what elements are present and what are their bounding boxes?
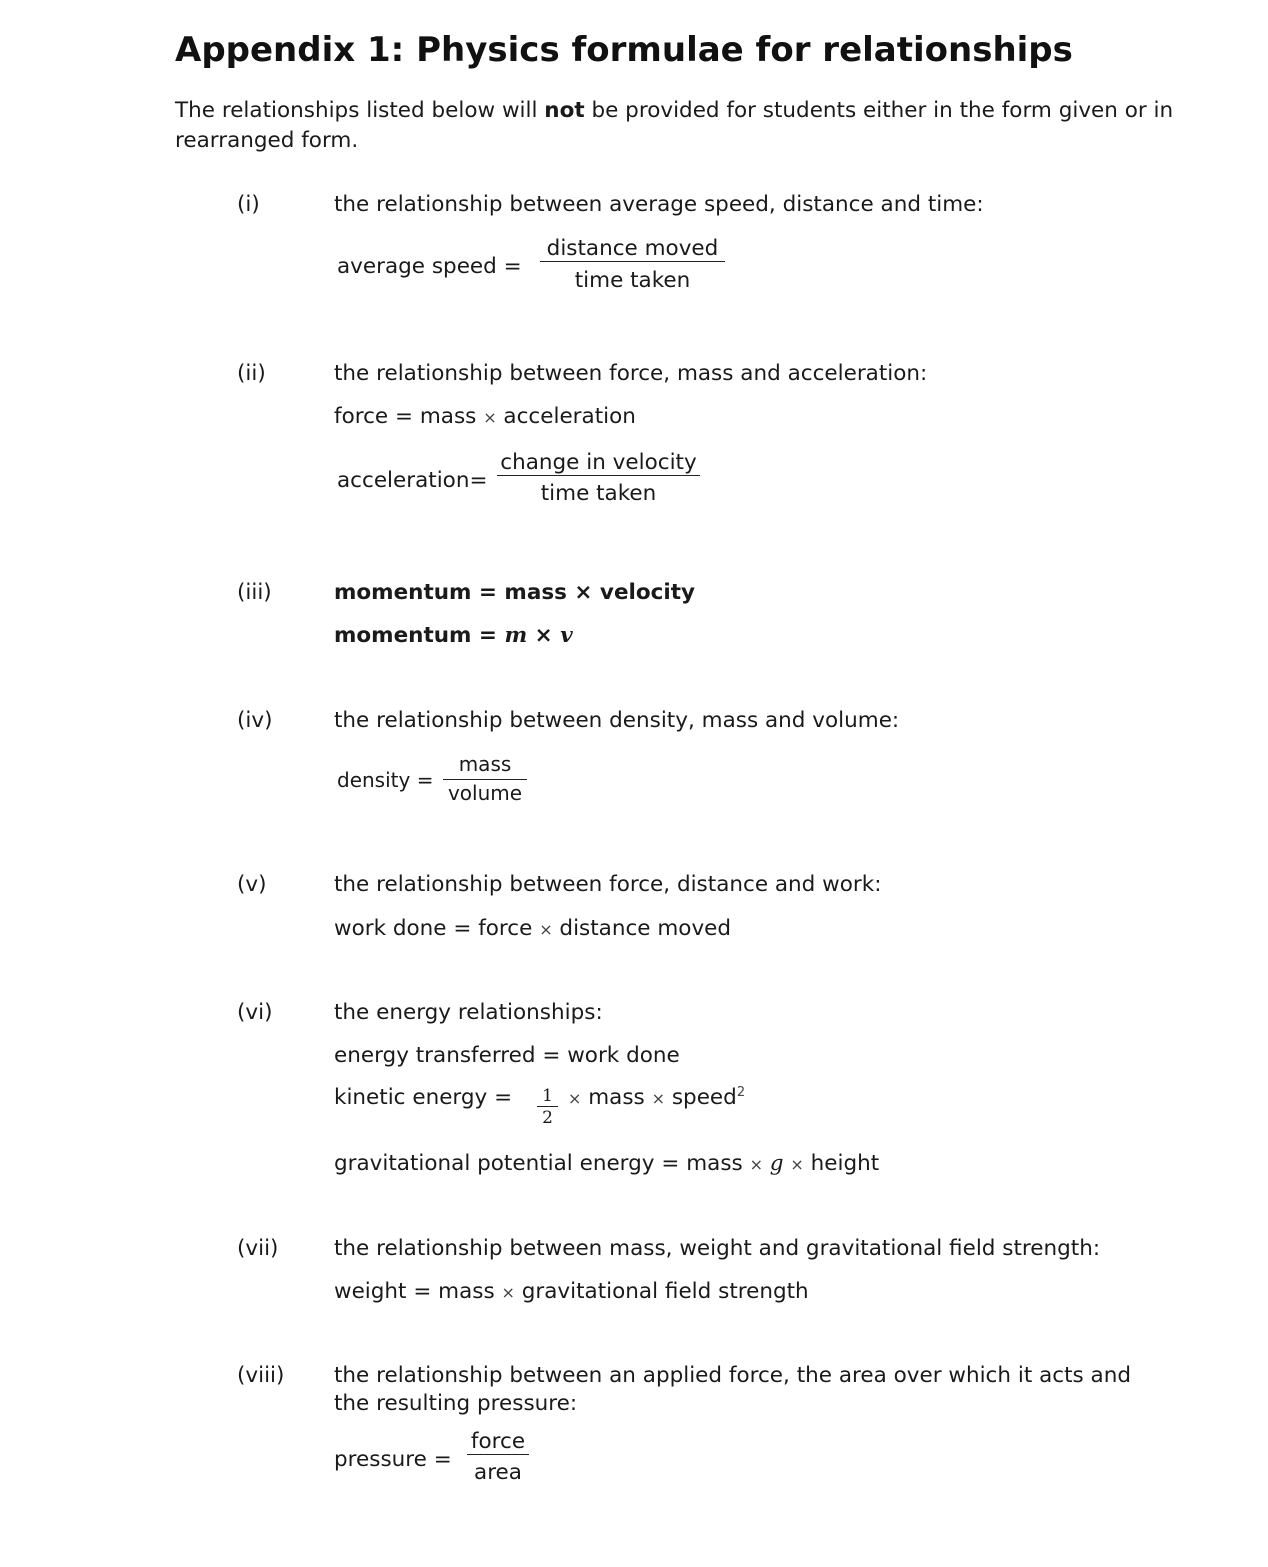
formula-lhs: pressure = bbox=[334, 1447, 452, 1472]
fraction-denominator: time taken bbox=[540, 481, 657, 506]
item-description: the relationship between force, distance and work: bbox=[334, 872, 882, 897]
fraction-bar bbox=[467, 1454, 529, 1455]
times-sign: × bbox=[483, 408, 497, 427]
item-number: (v) bbox=[237, 872, 267, 897]
fraction bbox=[497, 450, 700, 506]
fraction-bar bbox=[540, 261, 725, 262]
fraction-bar bbox=[443, 779, 527, 780]
item-number: (i) bbox=[237, 192, 260, 217]
formula-line: gravitational potential energy = mass × g × height bbox=[334, 1151, 880, 1176]
formula-lhs: acceleration= bbox=[337, 468, 488, 493]
item-description: the resulting pressure: bbox=[334, 1391, 578, 1416]
formula-lhs: average speed = bbox=[337, 254, 522, 279]
times-sign: × bbox=[539, 920, 553, 939]
symbol-v: v bbox=[560, 623, 573, 648]
fraction-numerator: force bbox=[470, 1429, 526, 1454]
page-title: Appendix 1: Physics formulae for relationships bbox=[175, 30, 1073, 70]
superscript: 2 bbox=[736, 1085, 746, 1100]
item-description: the relationship between an applied force, the area over which it acts and bbox=[334, 1363, 1131, 1388]
intro-paragraph bbox=[175, 96, 1175, 156]
times-sign: × bbox=[790, 1155, 804, 1174]
fraction-denominator: time taken bbox=[574, 268, 691, 293]
fraction-bar bbox=[537, 1106, 558, 1107]
fraction-denominator: 2 bbox=[542, 1108, 553, 1128]
formula-line: force = mass × acceleration bbox=[334, 404, 636, 429]
intro-after: be provided for students either in the form given or in rearranged form. bbox=[175, 98, 1174, 153]
fraction-bar bbox=[497, 475, 700, 476]
symbol-m: m bbox=[504, 623, 528, 648]
item-number: (ii) bbox=[237, 361, 266, 386]
intro-emphasis: not bbox=[544, 98, 585, 123]
fraction-half bbox=[537, 1086, 558, 1128]
formula-line: momentum = m × v bbox=[334, 623, 573, 648]
item-number: (vii) bbox=[237, 1236, 279, 1261]
item-number: (vi) bbox=[237, 1000, 273, 1025]
item-number: (viii) bbox=[237, 1363, 285, 1388]
kinetic-energy-rhs: × mass × speed$^2$ bbox=[568, 1085, 746, 1111]
fraction-denominator: volume bbox=[447, 781, 523, 805]
item-description: the relationship between average speed, distance and time: bbox=[334, 192, 984, 217]
times-sign: × bbox=[568, 1089, 582, 1109]
times-sign: × bbox=[501, 1283, 515, 1302]
item-description: the relationship between density, mass and volume: bbox=[334, 708, 900, 733]
formula-line: energy transferred = work done bbox=[334, 1043, 680, 1068]
fraction bbox=[467, 1429, 529, 1485]
fraction-numerator: distance moved bbox=[546, 236, 719, 261]
formula-line: work done = force × distance moved bbox=[334, 916, 732, 941]
kinetic-energy-lhs: kinetic energy = bbox=[334, 1085, 513, 1110]
formula-line: momentum = mass × velocity bbox=[334, 580, 696, 605]
item-number: (iv) bbox=[237, 708, 273, 733]
item-description: the energy relationships: bbox=[334, 1000, 603, 1025]
item-description: the relationship between force, mass and acceleration: bbox=[334, 361, 928, 386]
fraction-numerator: change in velocity bbox=[500, 450, 697, 475]
fraction-numerator: 1 bbox=[542, 1086, 553, 1106]
fraction-denominator: area bbox=[474, 1460, 522, 1485]
fraction-numerator: mass bbox=[458, 752, 512, 776]
item-description: the relationship between mass, weight and gravitational field strength: bbox=[334, 1236, 1101, 1261]
fraction bbox=[443, 752, 527, 805]
formula-line: weight = mass × gravitational field strength bbox=[334, 1279, 809, 1304]
symbol-g: g bbox=[762, 1151, 791, 1176]
item-number: (iii) bbox=[237, 580, 272, 605]
formula-lhs: density = bbox=[337, 768, 434, 792]
times-sign: × bbox=[749, 1155, 763, 1174]
fraction bbox=[540, 236, 725, 293]
times-sign: × bbox=[651, 1089, 666, 1109]
intro-before: The relationships listed below will bbox=[175, 98, 545, 123]
